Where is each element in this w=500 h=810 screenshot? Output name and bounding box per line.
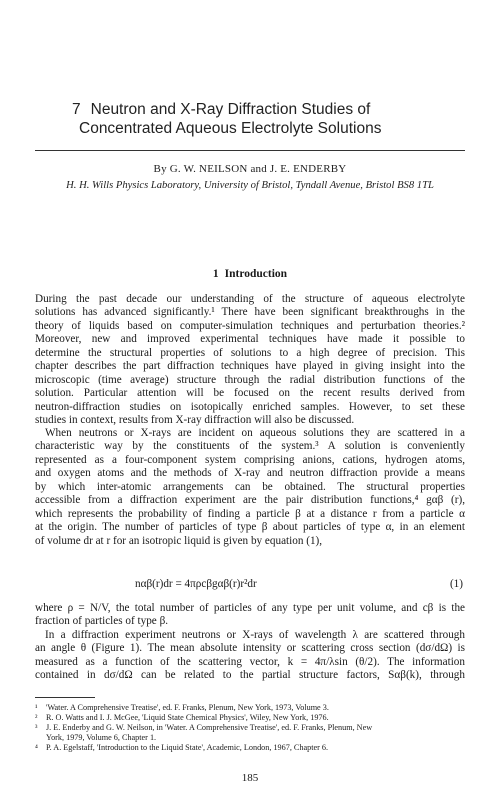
paragraph-3 — [35, 602, 465, 629]
footnote-text: 'Water. A Comprehensive Treatise', ed. F. Franks, Plenum, New York, 1973, Volume 3. — [46, 703, 329, 712]
footnote-mark: ³ — [35, 723, 38, 732]
equation-number: (1) — [449, 578, 463, 590]
paragraph-2 — [35, 427, 465, 548]
text-line: characteristic way by the constituents of the system.³ A solution is conveniently — [35, 440, 465, 453]
text-line: When neutrons or X-rays are incident on aqueous solutions they are scattered in a — [45, 427, 465, 439]
footnote-rule — [35, 697, 95, 698]
affiliation-line: H. H. Wills Physics Laboratory, University of Bristol, Tyndall Avenue, Bristol BS8 1TL — [66, 180, 434, 191]
chapter-title — [60, 100, 460, 138]
text-line: at the origin. The number of particles of type β about particles of type α, in an element — [35, 521, 465, 534]
paragraph-4 — [35, 629, 465, 683]
text-line: which represents the probability of finding a particle β at a distance r from a particle α — [35, 507, 465, 520]
page-number: 185 — [241, 772, 259, 784]
text-line: In a diffraction experiment neutrons or X-rays of wavelength λ are scattered through — [45, 629, 465, 641]
text-line: solutions has advanced significantly.¹ There have been significant breakthroughs in the — [35, 306, 465, 319]
text-line: theory of liquids based on computer-simulation techniques and perturbation theories.² — [35, 319, 465, 332]
chapter-title-line-1: Neutron and X-Ray Diffraction Studies of — [90, 101, 371, 118]
text-line: an angle θ (Figure 1). The mean absolute intensity or scattering cross section (dσ/dΩ) is — [35, 642, 465, 655]
text-line: neutron-diffraction studies on isotopically enriched samples. However, to set these — [35, 400, 465, 413]
section-heading — [0, 268, 500, 280]
text-line: solution. Particular attention will be focused on the recent results derived from — [35, 387, 465, 400]
paragraph-1 — [35, 293, 465, 428]
text-line: where ρ = N/V, the total number of particles of any type per unit volume, and cβ is the — [35, 602, 465, 614]
text-line: During the past decade our understanding of the structure of aqueous electrolyte — [35, 293, 465, 305]
text-line: accessible from a diffraction experiment are the pair distribution functions,⁴ gαβ (r), — [35, 494, 465, 507]
text-line: contained in dσ/dΩ can be related to the partial structure factors, Sαβ(k), through — [35, 669, 465, 682]
footnote-text: R. O. Watts and I. J. McGee, 'Liquid State Chemical Physics', Wiley, New York, 1976. — [46, 713, 329, 722]
chapter-title-line-2: Concentrated Aqueous Electrolyte Solutions — [79, 120, 382, 137]
footnote-text: P. A. Egelstaff, 'Introduction to the Liquid State', Academic, London, 1967, Chapter 6. — [46, 743, 329, 752]
footnote-mark: ² — [35, 713, 38, 722]
text-line: and oxygen atoms and the methods of X-ray and neutron diffraction provide a means — [35, 467, 465, 480]
equation-1 — [35, 578, 465, 594]
author-line: By G. W. NEILSON and J. E. ENDERBY — [153, 163, 347, 175]
text-line: chapter describes the part diffraction techniques have played in giving insight into the — [35, 360, 465, 373]
title-rule — [35, 150, 465, 151]
text-line: by which inter-atomic arrangements can be obtained. The structural properties — [35, 480, 465, 493]
section-number: 1 — [212, 268, 219, 280]
chapter-number: 7 — [72, 101, 81, 118]
footnote-mark: ⁴ — [35, 743, 38, 752]
text-line: microscopic (time average) structure through the radial distribution functions of the — [35, 373, 465, 386]
footnote-mark: ¹ — [35, 703, 38, 712]
text-line: determine the structural properties of solutions to a high degree of precision. This — [35, 346, 465, 359]
section-title: Introduction — [224, 268, 288, 280]
equation-body: nαβ(r)dr = 4πρcβgαβ(r)r²dr — [135, 578, 257, 590]
footnote-text: J. E. Enderby and G. W. Neilson, in 'Water. A Comprehensive Treatise', ed. F. Franks, Plenum, New — [46, 723, 373, 732]
footnote-text: York, 1979, Volume 6, Chapter 1. — [46, 732, 157, 742]
text-line: fraction of particles of type β. — [35, 615, 169, 628]
text-line: studies in context, results from X-ray diffraction will also be discussed. — [35, 414, 355, 427]
text-line: Moreover, new and improved experimental techniques have made it possible to — [35, 333, 465, 346]
text-line: represented as a four-component system comprising anions, cations, hydrogen atoms, — [35, 453, 465, 466]
text-line: measured as a function of the scattering vector, k = 4π/λsin (θ/2). The information — [35, 655, 465, 668]
text-line: of volume dr at r for an isotropic liquid is given by equation (1), — [35, 534, 323, 547]
